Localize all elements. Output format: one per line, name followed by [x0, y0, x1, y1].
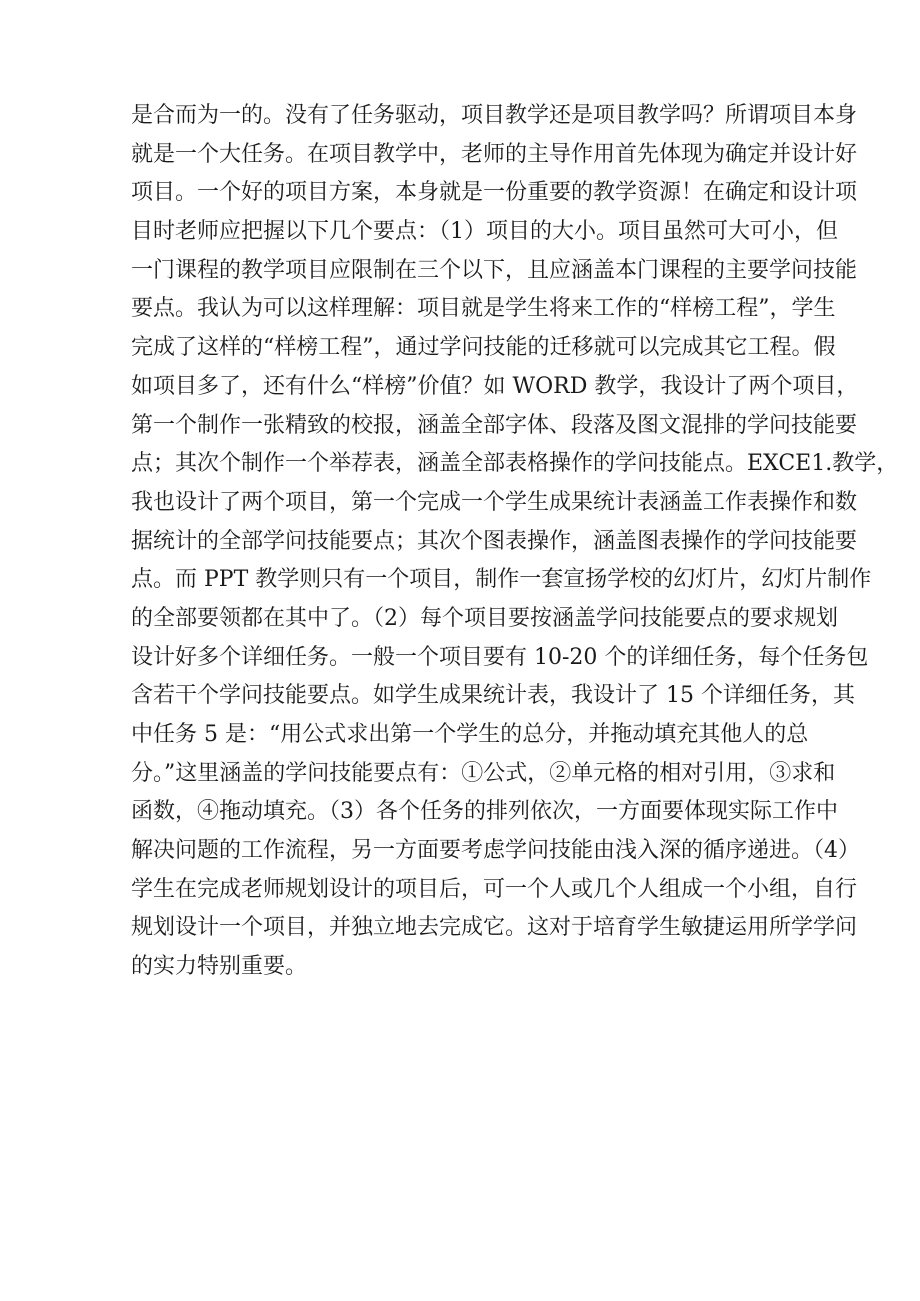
text-line: 项目。一个好的项目方案，本身就是一份重要的教学资源！在确定和设计项: [131, 180, 858, 206]
text-line: 函数，④拖动填充。（3）各个任务的排列依次，一方面要体现实际工作中: [131, 799, 838, 825]
text-line: 中任务 5 是：“用公式求出第一个学生的总分，并拖动填充其他人的总: [131, 722, 809, 747]
text-line: 规划设计一个项目，并独立地去完成它。这对于培育学生敏捷运用所学学问: [131, 915, 858, 941]
text-line: 就是一个大任务。在项目教学中，老师的主导作用首先体现为确定并设计好: [131, 141, 858, 167]
text-line: 一门课程的教学项目应限制在三个以下，且应涵盖本门课程的主要学问技能: [131, 257, 858, 283]
text-line: 设计好多个详细任务。一般一个项目要有 10-20 个的详细任务，每个任务包: [131, 644, 869, 670]
text-line: 含若干个学问技能要点。如学生成果统计表，我设计了 15 个详细任务，其: [131, 683, 855, 709]
text-line: 我也设计了两个项目，第一个完成一个学生成果统计表涵盖工作表操作和数: [131, 489, 858, 515]
text-line: 的全部要领都在其中了。（2）每个项目要按涵盖学问技能要点的要求规划: [131, 605, 838, 631]
text-line: 点。而 PPT 教学则只有一个项目，制作一套宣扬学校的幻灯片，幻灯片制作: [131, 567, 872, 593]
text-line: 要点。我认为可以这样理解：项目就是学生将来工作的“样榜工程”，学生: [131, 296, 836, 322]
text-line: 是合而为一的。没有了任务驱动，项目教学还是项目教学吗？所谓项目本身: [131, 103, 858, 128]
text-line: 的实力特别重要。: [131, 954, 308, 980]
body-paragraph: [131, 97, 899, 987]
text-line: 完成了这样的“样榜工程”，通过学问技能的迁移就可以完成其它工程。假: [131, 335, 836, 361]
text-line: 点；其次个制作一个举荐表，涵盖全部表格操作的学问技能点。EXCE1.教学，: [131, 451, 899, 477]
text-line: 第一个制作一张精致的校报，涵盖全部字体、段落及图文混排的学问技能要: [131, 412, 858, 438]
text-line: 解决问题的工作流程，另一方面要考虑学问技能由浅入深的循序递进。（4）: [131, 838, 860, 864]
text-line: 据统计的全部学问技能要点；其次个图表操作，涵盖图表操作的学问技能要: [131, 528, 858, 554]
text-line: 目时老师应把握以下几个要点：（1）项目的大小。项目虽然可大可小，但: [131, 219, 838, 245]
text-line: 学生在完成老师规划设计的项目后，可一个人或几个人组成一个小组，自行: [131, 876, 858, 902]
text-line: 分。”这里涵盖的学问技能要点有：①公式，②单元格的相对引用，③求和: [131, 760, 836, 786]
text-line: 如项目多了，还有什么“样榜”价值？如 WORD 教学，我设计了两个项目，: [131, 373, 859, 399]
